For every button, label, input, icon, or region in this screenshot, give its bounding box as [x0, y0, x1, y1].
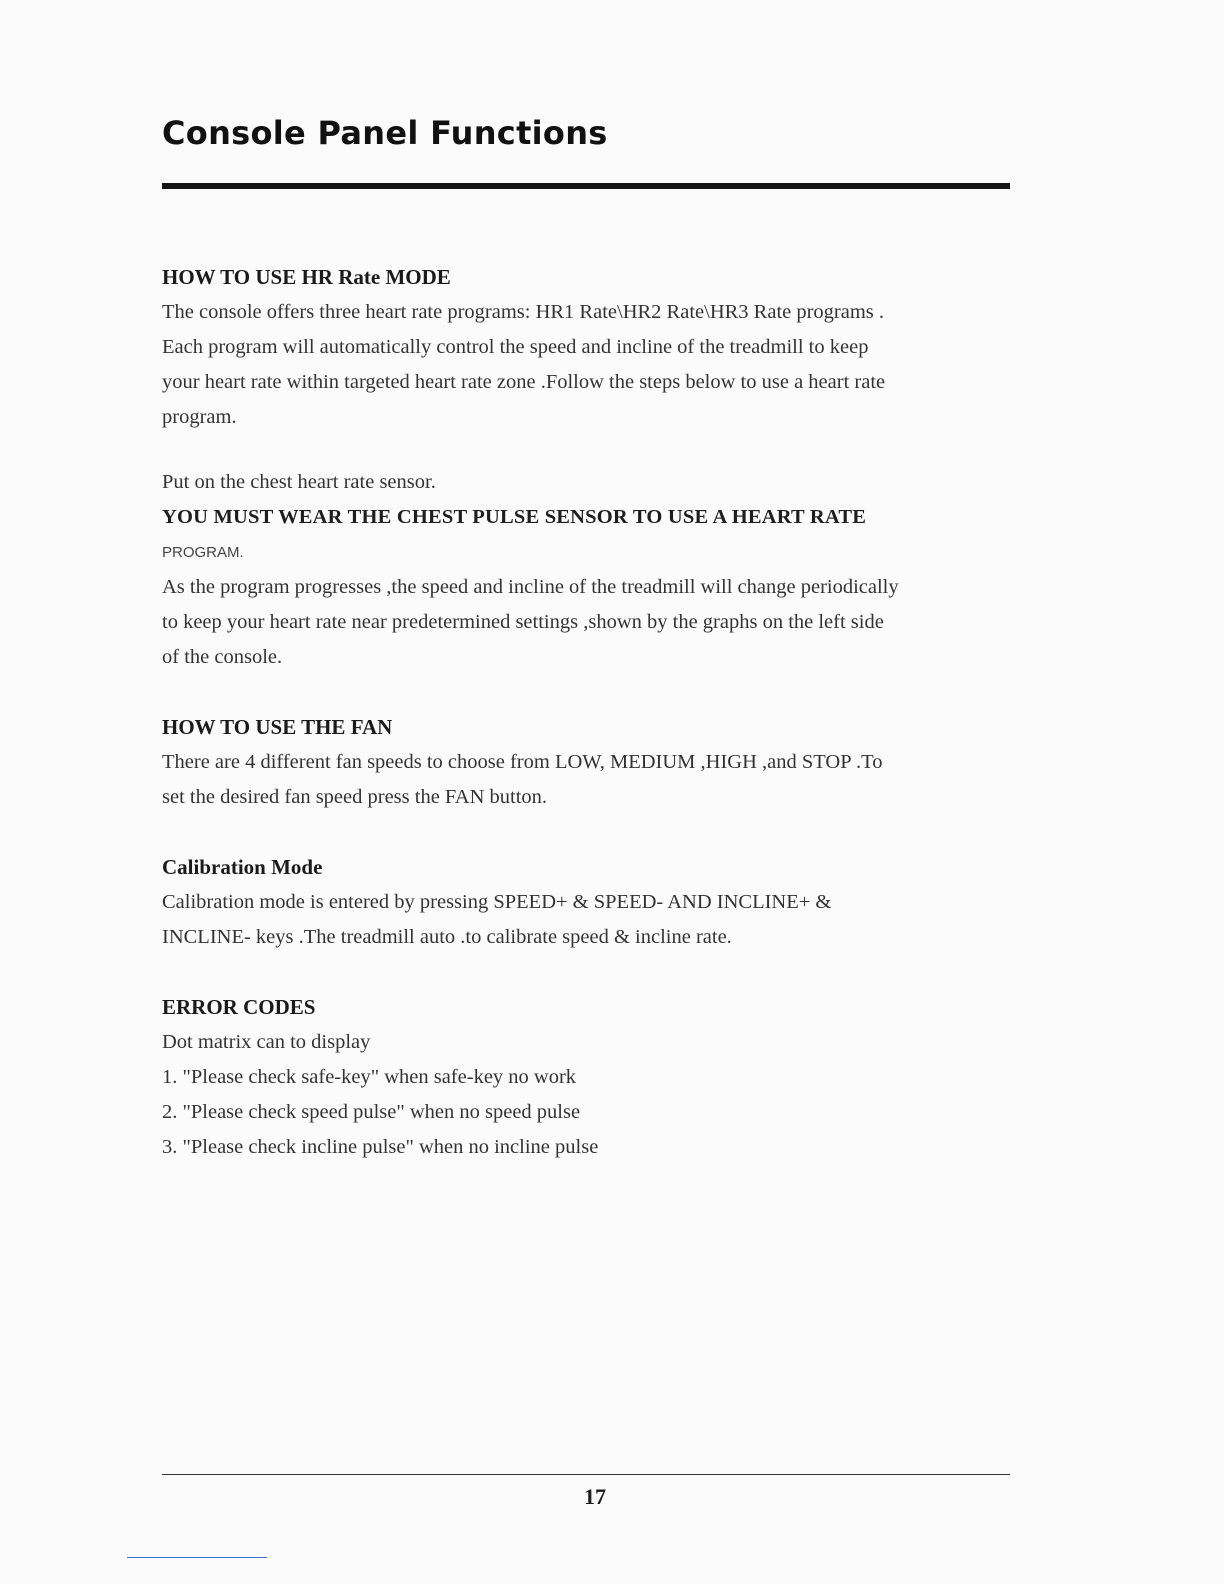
page-title: Console Panel Functions [162, 114, 608, 152]
fan-body-line: There are 4 different fan speeds to choose from LOW, MEDIUM ,HIGH ,and STOP .To [162, 751, 883, 773]
fan-section [162, 710, 1032, 815]
hr-mode-warning: YOU MUST WEAR THE CHEST PULSE SENSOR TO USE A HEART RATE [162, 506, 867, 528]
fan-body-line: set the desired fan speed press the FAN button. [162, 786, 548, 808]
footer-divider [162, 1474, 1010, 1475]
calibration-heading: Calibration Mode [162, 855, 323, 879]
hr-mode-warning-tail: PROGRAM. [162, 544, 244, 561]
spacer [162, 675, 1032, 710]
page-content [162, 260, 1032, 1165]
error-code-item: 3. "Please check incline pulse" when no incline pulse [162, 1136, 599, 1158]
hr-mode-progress-line: As the program progresses ,the speed and incline of the treadmill will change periodically [162, 576, 899, 598]
hr-mode-intro-line: Each program will automatically control the speed and incline of the treadmill to keep [162, 336, 869, 358]
calibration-body-line: Calibration mode is entered by pressing SPEED+ & SPEED- AND INCLINE+ & [162, 891, 832, 913]
spacer [162, 435, 1032, 465]
hr-mode-heading: HOW TO USE HR Rate MODE [162, 265, 451, 289]
hr-mode-intro-line: The console offers three heart rate programs: HR1 Rate\HR2 Rate\HR3 Rate programs . [162, 301, 885, 323]
spacer [162, 955, 1032, 990]
calibration-body-line: INCLINE- keys .The treadmill auto .to calibrate speed & incline rate. [162, 926, 732, 948]
error-codes-section [162, 990, 1032, 1165]
error-code-item: 1. "Please check safe-key" when safe-key no work [162, 1066, 577, 1088]
page-number: 17 [584, 1484, 606, 1509]
error-codes-heading: ERROR CODES [162, 995, 316, 1019]
bottom-edge-line [127, 1557, 267, 1558]
title-divider [162, 183, 1010, 189]
calibration-section [162, 850, 1032, 955]
error-code-item: 2. "Please check speed pulse" when no speed pulse [162, 1101, 581, 1123]
spacer [162, 815, 1032, 850]
hr-mode-progress-line: of the console. [162, 646, 283, 668]
hr-mode-intro-line: program. [162, 406, 237, 428]
fan-heading: HOW TO USE THE FAN [162, 715, 393, 739]
hr-mode-section [162, 260, 1032, 675]
hr-mode-step: Put on the chest heart rate sensor. [162, 471, 436, 493]
hr-mode-progress-line: to keep your heart rate near predetermined settings ,shown by the graphs on the left side [162, 611, 884, 633]
error-codes-intro: Dot matrix can to display [162, 1031, 371, 1053]
hr-mode-intro-line: your heart rate within targeted heart rate zone .Follow the steps below to use a heart rate [162, 371, 886, 393]
